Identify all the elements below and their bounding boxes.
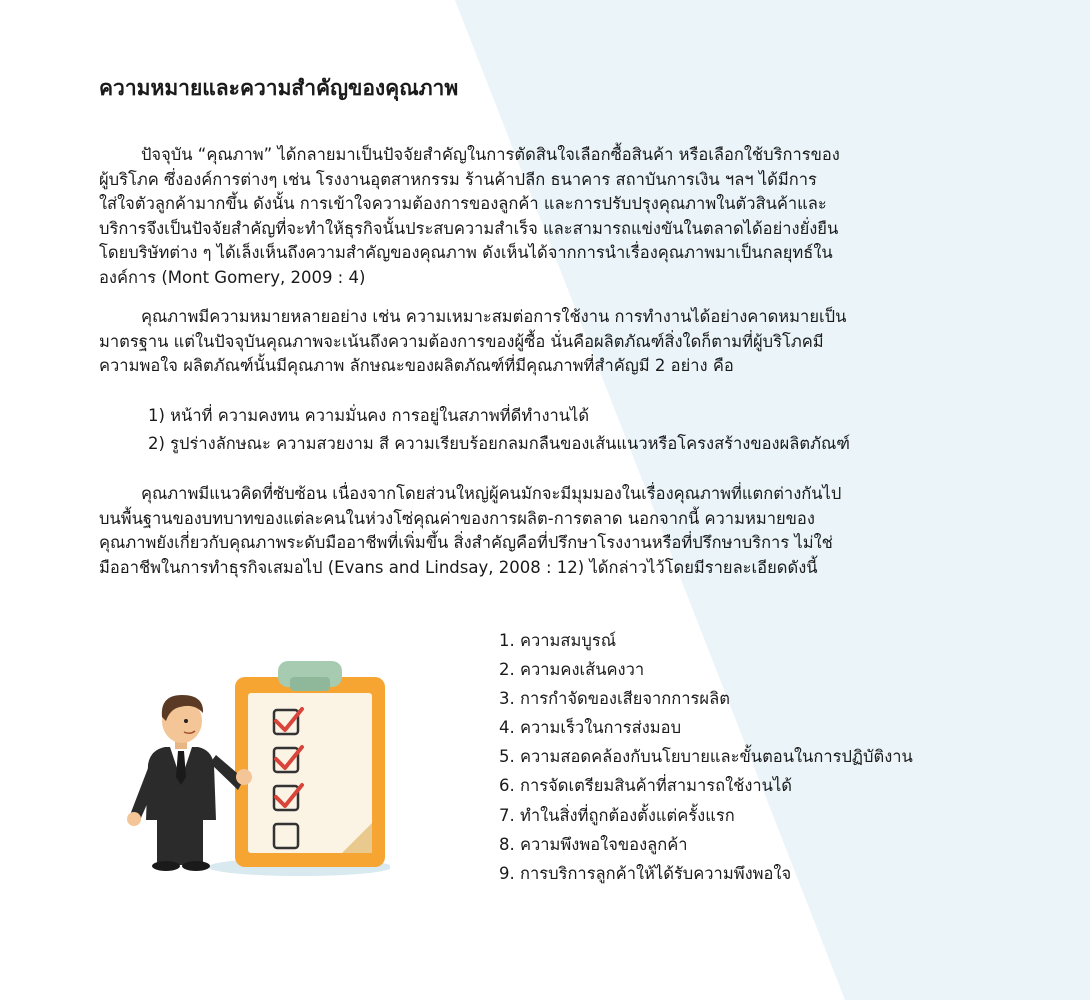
paragraph-line: องค์การ (Mont Gomery, 2009 : 4)	[99, 267, 366, 287]
list-item: 1. ความสมบูรณ์	[499, 631, 617, 650]
list-item: 1) หน้าที่ ความคงทน ความมั่นคง การอยู่ในสภาพที่ดีทำงานได้	[148, 406, 590, 425]
shoe	[152, 861, 180, 871]
page-title: ความหมายและความสำคัญของคุณภาพ	[99, 76, 459, 100]
list-item: 5. ความสอดคล้องกับนโยบายและขั้นตอนในการปฏิบัติงาน	[499, 747, 913, 767]
paragraph-line: บนพื้นฐานของบทบาทของแต่ละคนในห่วงโซ่คุณค่าของการผลิต-การตลาด นอกจากนี้ ความหมายของ	[99, 508, 815, 528]
paragraph-line: บริการจึงเป็นปัจจัยสำคัญที่จะทำให้ธุรกิจนั้นประสบความสำเร็จ และสามารถแข่งขันในตลาดได้อย่างยั่งยืน	[99, 218, 839, 238]
paragraph-line: ใส่ใจตัวลูกค้ามากขึ้น ดังนั้น การเข้าใจความต้องการของลูกค้า และการปรับปรุงคุณภาพในตัวสินค้าและ	[99, 194, 827, 213]
eye	[184, 719, 188, 723]
list-item: 3. การกำจัดของเสียจากการผลิต	[499, 689, 730, 709]
product-quality-characteristics-list	[148, 402, 850, 458]
list-item: 8. ความพึงพอใจของลูกค้า	[499, 834, 688, 854]
clipboard-paper	[248, 693, 372, 853]
paragraph-line: คุณภาพมีความหมายหลายอย่าง เช่น ความเหมาะสมต่อการใช้งาน การทำงานได้อย่างคาดหมายเป็น	[99, 307, 847, 326]
paragraph-line: ความพอใจ ผลิตภัณฑ์นั้นมีคุณภาพ ลักษณะของผลิตภัณฑ์ที่มีคุณภาพที่สำคัญมี 2 อย่าง คือ	[99, 356, 734, 375]
shoe	[182, 861, 210, 871]
paragraph-line: คุณภาพมีแนวคิดที่ซับซ้อน เนื่องจากโดยส่วนใหญ่ผู้คนมักจะมีมุมมองในเรื่องคุณภาพที่แตกต่างกันไป	[99, 484, 842, 503]
paragraph-2	[99, 305, 846, 379]
list-item: 7. ทำในสิ่งที่ถูกต้องตั้งแต่ครั้งแรก	[499, 805, 735, 825]
list-item: 9. การบริการลูกค้าให้ได้รับความพึงพอใจ	[499, 863, 792, 883]
paragraph-1	[99, 143, 840, 290]
clipboard-clip-base	[290, 677, 330, 691]
right-hand	[236, 769, 252, 785]
paragraph-line: โดยบริษัทต่าง ๆ ได้เล็งเห็นถึงความสำคัญของคุณภาพ ดังเห็นได้จากการนำเรื่องคุณภาพมาเป็นกลยุทธ์ใน	[99, 243, 833, 262]
paragraph-line: คุณภาพยังเกี่ยวกับคุณภาพระดับมืออาชีพที่เพิ่มขึ้น สิ่งสำคัญคือที่ปรึกษาโรงงานหรือที่ปรึกษาบริการ ไม่ใช่	[99, 533, 833, 552]
paragraph-line: ผู้บริโภค ซึ่งองค์การต่างๆ เช่น โรงงานอุตสาหกรรม ร้านค้าปลีก ธนาคาร สถาบันการเงิน ฯลฯ ได้มีการ	[99, 169, 817, 189]
list-item: 2) รูปร่างลักษณะ ความสวยงาม สี ความเรียบร้อยกลมกลืนของเส้นแนวหรือโครงสร้างของผลิตภัณฑ์	[148, 434, 850, 453]
paragraph-line: มืออาชีพในการทำธุรกิจเสมอไป (Evans and Lindsay, 2008 : 12) ได้กล่าวไว้โดยมีรายละเอียดดังนี้	[99, 557, 818, 577]
businessman	[127, 695, 252, 871]
list-item: 4. ความเร็วในการส่งมอบ	[499, 718, 682, 738]
paragraph-3	[99, 482, 841, 580]
left-hand	[127, 812, 141, 826]
quality-dimensions-list	[499, 626, 913, 888]
list-item: 2. ความคงเส้นคงวา	[499, 660, 645, 680]
paragraph-line: ปัจจุบัน “คุณภาพ” ได้กลายมาเป็นปัจจัยสำคัญในการตัดสินใจเลือกซื้อสินค้า หรือเลือกใช้บริการของ	[99, 145, 840, 164]
list-item: 6. การจัดเตรียมสินค้าที่สามารถใช้งานได้	[499, 776, 792, 796]
businessman-with-checklist-clipboard-icon	[120, 655, 390, 880]
paragraph-line: มาตรฐาน แต่ในปัจจุบันคุณภาพจะเน้นถึงความต้องการของผู้ซื้อ นั่นคือผลิตภัณฑ์สิ่งใดก็ตามที่ผู้บริโภคมี	[99, 331, 824, 351]
